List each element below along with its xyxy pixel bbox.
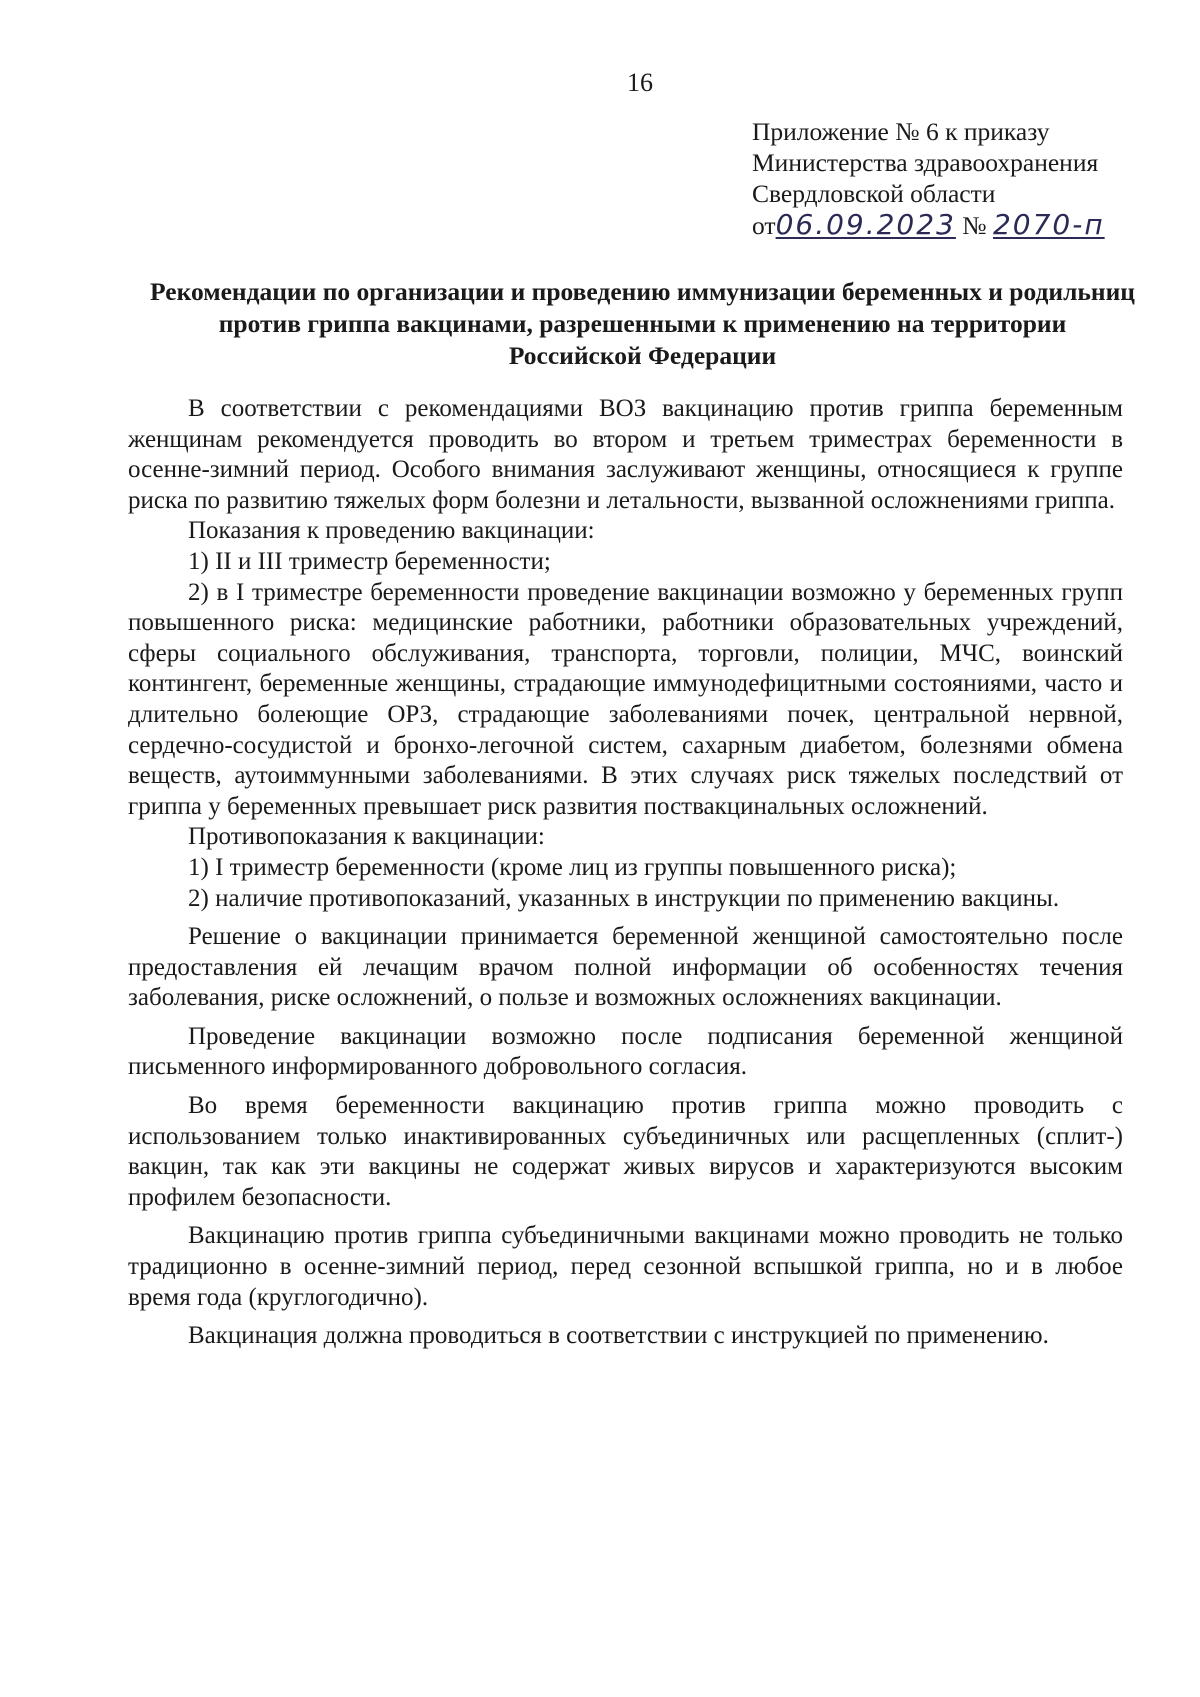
paragraph-who-recommendation: В соответствии с рекомендациями ВОЗ вакцинацию против гриппа беременным женщинам рекомендуется проводить во втором и третьем триместрах беременности в осенне-зимний период. Особого внимания заслуживают женщины, относящиеся к группе риска по развитию тяжелых форм болезни и летальности, вызванной осложнениями гриппа. (128, 395, 1123, 514)
handwritten-order-number: 2070-п (992, 208, 1105, 241)
paragraph-indication-1: 1) II и III триместр беременности; (188, 547, 551, 575)
paragraph-contraindications-heading: Противопоказания к вакцинации: (188, 823, 545, 851)
appendix-line-3: Свердловской области (752, 179, 996, 208)
paragraph-instruction: Вакцинация должна проводиться в соответствии с инструкцией по применению. (188, 1322, 1049, 1350)
paragraph-decision: Решение о вакцинации принимается беременной женщиной самостоятельно после предоставления ей лечащим врачом полной информации об особенностях течения заболевания, риске осложнений, о пользе и возможных осложнениях вакцинации. (128, 923, 1123, 1012)
document-body (128, 394, 1123, 1352)
number-prefix: № (962, 211, 987, 240)
paragraph-consent: Проведение вакцинации возможно после подписания беременной женщиной письменного информированного добровольного согласия. (128, 1022, 1123, 1081)
date-prefix: от (752, 211, 776, 240)
appendix-header (752, 116, 1105, 241)
paragraph-year-round: Вакцинацию против гриппа субъединичными вакцинами можно проводить не только традиционно в осенне-зимний период, перед сезонной вспышкой гриппа, но и в любое время года (круглогодично). (128, 1222, 1123, 1311)
paragraph-contraindication-1: 1) I триместр беременности (кроме лиц из группы повышенного риска); (188, 853, 957, 881)
document-title: Рекомендации по организации и проведению иммунизации беременных и родильниц против гриппа вакцинами, разрешенными к применению на территории Российской Федерации (150, 277, 1135, 370)
appendix-date-line (752, 209, 1105, 241)
handwritten-date: 06.09.2023 (775, 208, 956, 241)
appendix-line-2: Министерства здравоохранения (752, 148, 1099, 177)
appendix-line-1: Приложение № 6 к приказу (752, 117, 1050, 146)
paragraph-indications-heading: Показания к проведению вакцинации: (188, 517, 595, 545)
paragraph-contraindication-2: 2) наличие противопоказаний, указанных в инструкции по применению вакцины. (188, 884, 1060, 912)
paragraph-vaccine-types: Во время беременности вакцинацию против гриппа можно проводить с использованием только инактивированных субъединичных или расщепленных (сплит-) вакцин, так как эти вакцины не содержат живых вирусов и характеризуются высоким профилем безопасности. (128, 1092, 1123, 1211)
paragraph-indication-2: 2) в I триместре беременности проведение вакцинации возможно у беременных групп повышенного риска: медицинские работники, работники образовательных учреждений, сферы социального обслуживания, транспорта, торговли, полиции, МЧС, воинский контингент, беременные женщины, страдающие иммунодефицитными состояниями, часто и длительно болеющие ОРЗ, страдающие заболеваниями почек, центральной нервной, сердечно-сосудистой и бронхо-легочной систем, сахарным диабетом, болезнями обмена веществ, аутоиммунными заболеваниями. В этих случаях риск тяжелых последствий от гриппа у беременных превышает риск развития поствакцинальных осложнений. (128, 578, 1123, 820)
page-number: 16 (627, 68, 653, 97)
